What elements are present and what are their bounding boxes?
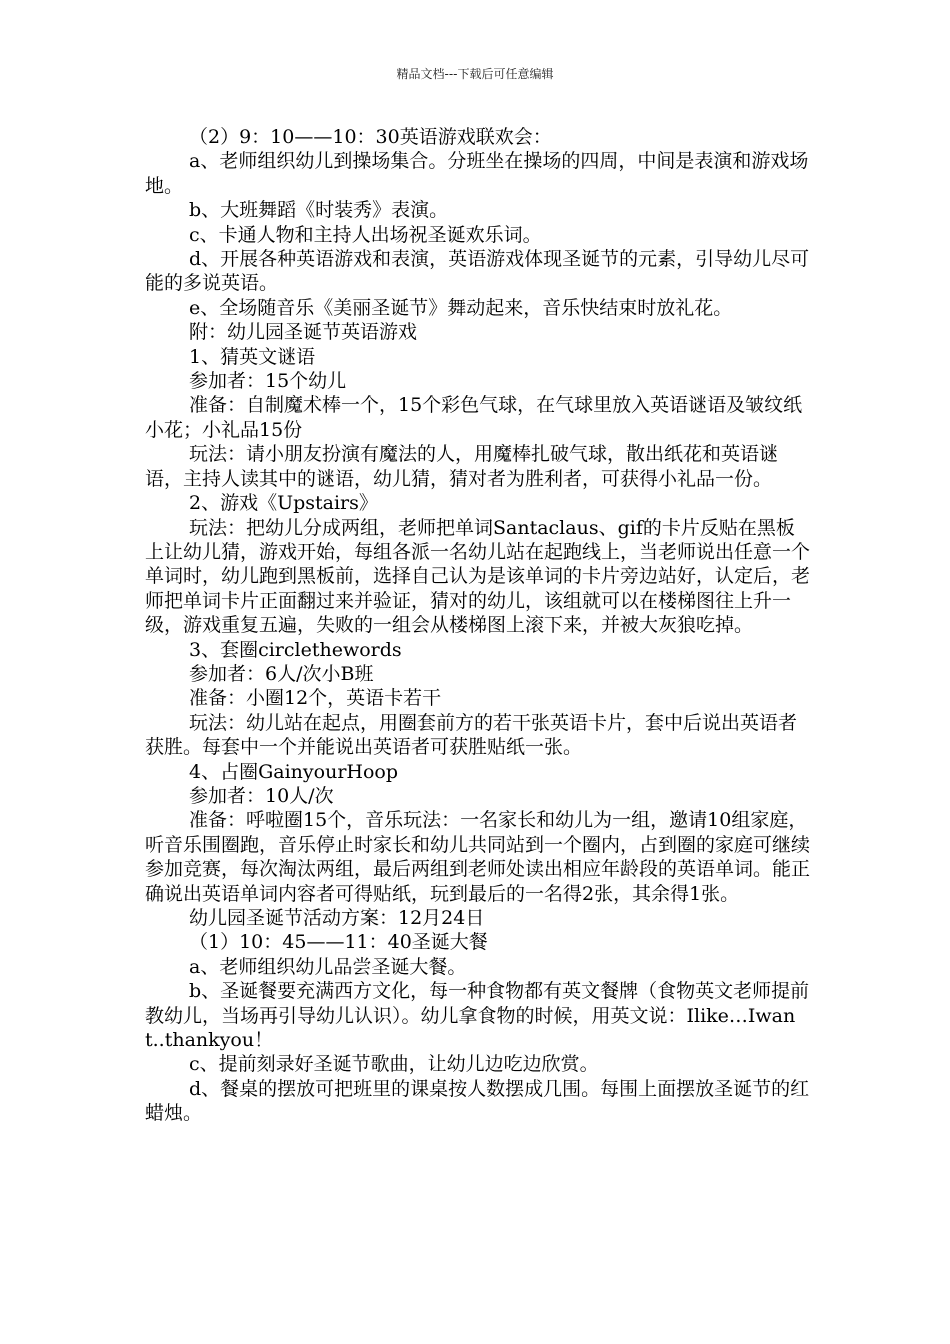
paragraph-game1-title: 1、猜英文谜语: [189, 345, 316, 368]
page-header: 精品文档---下载后可任意编辑: [396, 67, 554, 81]
paragraph-game2-rules: 玩法：把幼儿分成两组，老师把单词Santaclaus、gif的卡片反贴在黑板上让幼儿猜，游戏开始，每组各派一名幼儿站在起跑线上，当老师说出任意一个单词时，幼儿跑到黑板前，选择自己认为是该单词的卡片旁边站好，认定后，老师把单词卡片正面翻过来并验证，猜对的幼儿，该组就可以在楼梯图往上升一级，游戏重复五遍，失败的一组会从楼梯图上滚下来，并被大灰狼吃掉。: [145, 516, 811, 637]
paragraph-game1-participants: 参加者：15个幼儿: [189, 370, 347, 393]
paragraph-item-b: b、大班舞蹈《时装秀》表演。: [189, 199, 449, 222]
paragraph-game3-preparation: 准备：小圈12个，英语卡若干: [189, 687, 442, 710]
paragraph-item-d: d、开展各种英语游戏和表演，英语游戏体现圣诞节的元素，引导幼儿尽可能的多说英语。: [145, 248, 810, 295]
paragraph-game3-title: 3、套圈circlethewords: [189, 638, 402, 661]
document-body: [145, 125, 813, 1126]
paragraph-schedule-2: （2）9：10——10：30英语游戏联欢会：: [189, 126, 552, 148]
paragraph-plan-date: 幼儿园圣诞节活动方案：12月24日: [189, 907, 485, 929]
paragraph-game4-title: 4、占圈GainyourHoop: [189, 760, 399, 783]
paragraph-game3-participants: 参加者：6人/次小B班: [189, 662, 374, 685]
paragraph-item-a: a、老师组织幼儿到操场集合。分班坐在操场的四周，中间是表演和游戏场地。: [145, 150, 809, 197]
paragraph-game1-preparation: 准备：自制魔术棒一个，15个彩色气球，在气球里放入英语谜语及皱纹纸小花；小礼品15份: [145, 394, 803, 441]
paragraph-meal-a: a、老师组织幼儿品尝圣诞大餐。: [189, 955, 467, 978]
paragraph-game2-title: 2、游戏《Upstairs》: [189, 492, 378, 515]
paragraph-game4-participants: 参加者：10人/次: [189, 784, 334, 807]
paragraph-meal-c: c、提前刻录好圣诞节歌曲，让幼儿边吃边欣赏。: [189, 1053, 599, 1076]
paragraph-meal-d: d、餐桌的摆放可把班里的课桌按人数摆成几围。每围上面摆放圣诞节的红蜡烛。: [145, 1077, 810, 1125]
paragraph-meal-b: b、圣诞餐要充满西方文化，每一种食物都有英文餐牌（食物英文老师提前教幼儿，当场再引导幼儿认识）。幼儿拿食物的时候，用英文说：Ilike…Iwant..thankyou！: [145, 980, 810, 1052]
paragraph-item-e: e、全场随音乐《美丽圣诞节》舞动起来，音乐快结束时放礼花。: [189, 296, 733, 319]
paragraph-appendix-title: 附：幼儿园圣诞节英语游戏: [189, 321, 418, 344]
paragraph-item-c: c、卡通人物和主持人出场祝圣诞欢乐词。: [189, 223, 542, 246]
paragraph-game3-rules: 玩法：幼儿站在起点，用圈套前方的若干张英语卡片，套中后说出英语者获胜。每套中一个并能说出英语者可获胜贴纸一张。: [145, 711, 798, 759]
paragraph-game1-rules: 玩法：请小朋友扮演有魔法的人，用魔棒扎破气球，散出纸花和英语谜语，主持人读其中的谜语，幼儿猜，猜对者为胜利者，可获得小礼品一份。: [145, 443, 779, 490]
paragraph-game4-preparation: 准备：呼啦圈15个，音乐玩法：一名家长和幼儿为一组，邀请10组家庭，听音乐围圈跑，音乐停止时家长和幼儿共同站到一个圈内，占到圈的家庭可继续参加竞赛，每次淘汰两组，最后两组到老师处读出相应年龄段的英语单词。能正确说出英语单词内容者可得贴纸，玩到最后的一名得2张，其余得1张。: [145, 809, 811, 905]
paragraph-schedule-1: （1）10：45——11：40圣诞大餐: [189, 931, 488, 954]
